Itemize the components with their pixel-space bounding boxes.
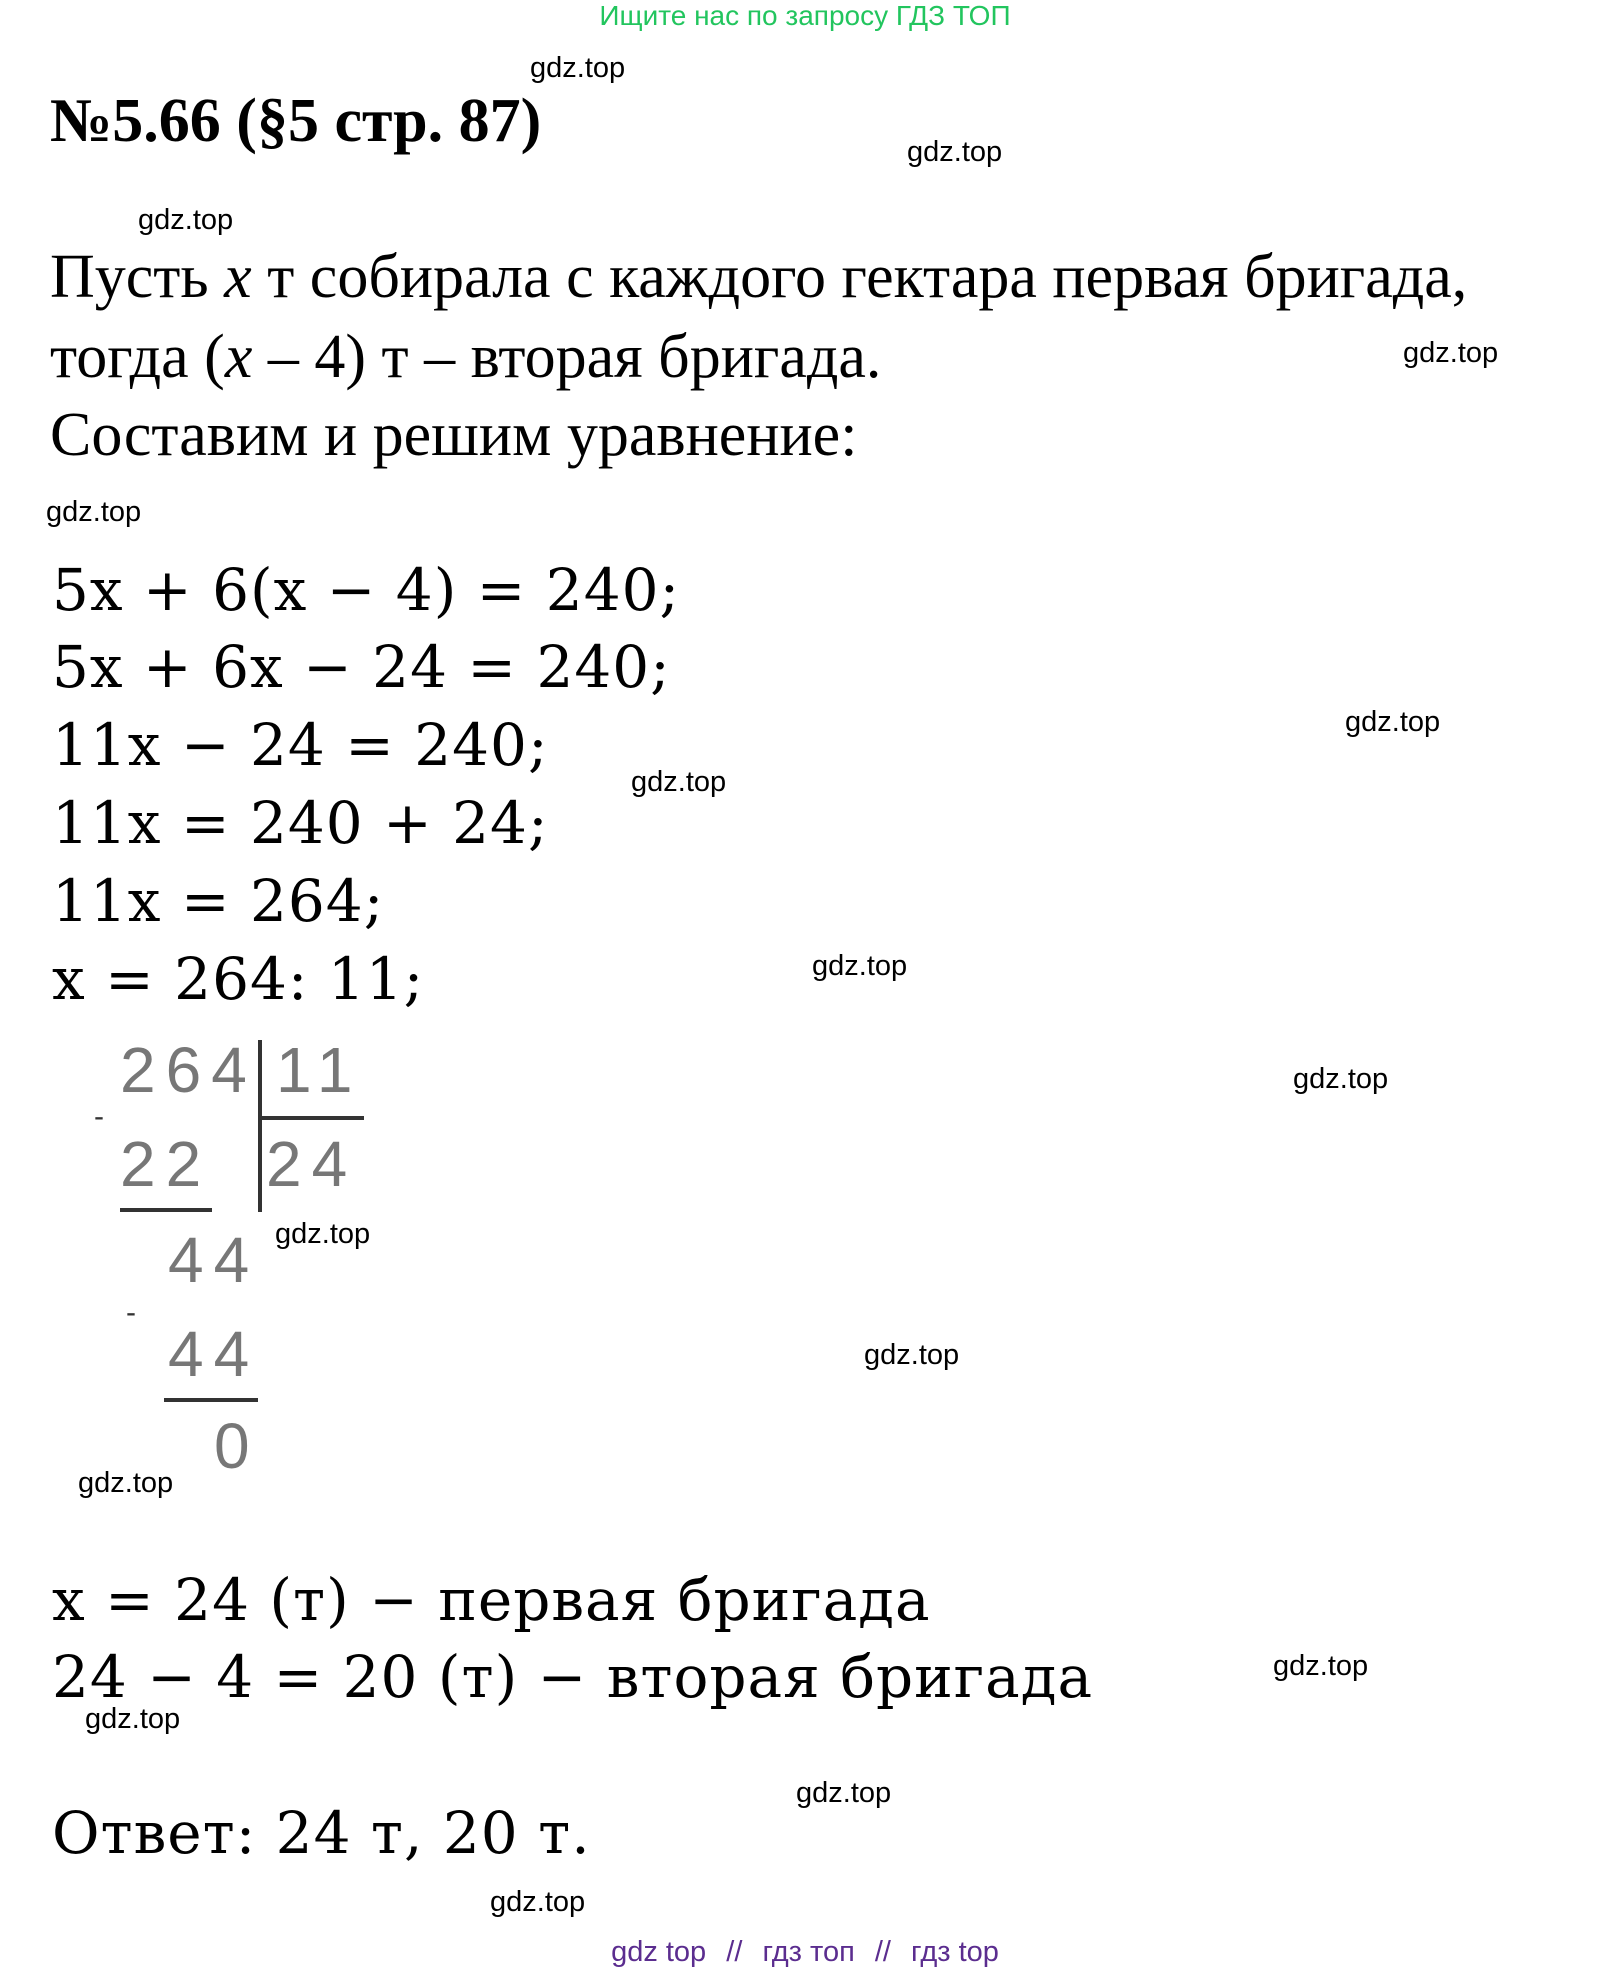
footer-link[interactable]: гдз топ — [762, 1936, 855, 1968]
watermark: gdz.top — [1403, 337, 1499, 369]
watermark: gdz.top — [530, 52, 626, 84]
equation: x = 264: 11; — [52, 945, 425, 1013]
equation: 5x + 6x − 24 = 240; — [52, 633, 671, 701]
watermark: gdz.top — [812, 950, 908, 982]
watermark: gdz.top — [631, 766, 727, 798]
footer-link[interactable]: гдз top — [911, 1936, 999, 1968]
watermark: gdz.top — [907, 136, 1003, 168]
watermark: gdz.top — [1273, 1650, 1369, 1682]
watermark: gdz.top — [490, 1886, 586, 1918]
text-line: Составим и решим уравнение: — [50, 401, 858, 469]
division-bar — [258, 1040, 262, 1212]
minus-sign: - — [126, 1296, 136, 1329]
footer-link[interactable]: gdz top — [611, 1936, 707, 1968]
equation: 11x = 264; — [52, 867, 385, 935]
watermark: gdz.top — [46, 496, 142, 528]
text-line: тогда (x – 4) т – вторая бригада. — [50, 323, 882, 391]
subtraction-line — [164, 1398, 258, 1402]
equation: 11x = 240 + 24; — [52, 789, 549, 857]
footer-separator: // — [726, 1936, 743, 1968]
result-line: x = 24 (т) − первая бригада — [52, 1566, 931, 1634]
equation: 5x + 6(x − 4) = 240; — [52, 556, 681, 624]
watermark: gdz.top — [138, 204, 234, 236]
result-line: 24 − 4 = 20 (т) − вторая бригада — [52, 1643, 1094, 1711]
search-banner[interactable]: Ищите нас по запросу ГДЗ ТОП — [599, 0, 1011, 31]
watermark: gdz.top — [275, 1218, 371, 1250]
watermark: gdz.top — [796, 1777, 892, 1809]
quotient-line — [262, 1116, 364, 1120]
subtrahend: 44 — [168, 1318, 260, 1390]
subtrahend: 22 — [120, 1128, 212, 1200]
footer-links — [0, 1936, 1610, 1969]
answer: Ответ: 24 т, 20 т. — [52, 1799, 591, 1867]
subtraction-line — [120, 1208, 212, 1212]
watermark: gdz.top — [85, 1703, 181, 1735]
text-line: Пусть x т собирала с каждого гектара первая бригада, — [50, 243, 1468, 311]
divisor: 11 — [276, 1034, 363, 1106]
final-remainder: 0 — [214, 1410, 260, 1482]
remainder: 44 — [168, 1224, 260, 1296]
page-title: №5.66 (§5 стр. 87) — [50, 87, 542, 155]
footer-separator: // — [874, 1936, 891, 1968]
dividend: 264 — [120, 1034, 257, 1106]
watermark: gdz.top — [1293, 1063, 1389, 1095]
watermark: gdz.top — [78, 1467, 174, 1499]
equation: 11x − 24 = 240; — [52, 711, 549, 779]
minus-sign: - — [94, 1100, 104, 1133]
quotient: 24 — [266, 1128, 358, 1200]
watermark: gdz.top — [864, 1339, 960, 1371]
watermark: gdz.top — [1345, 706, 1441, 738]
